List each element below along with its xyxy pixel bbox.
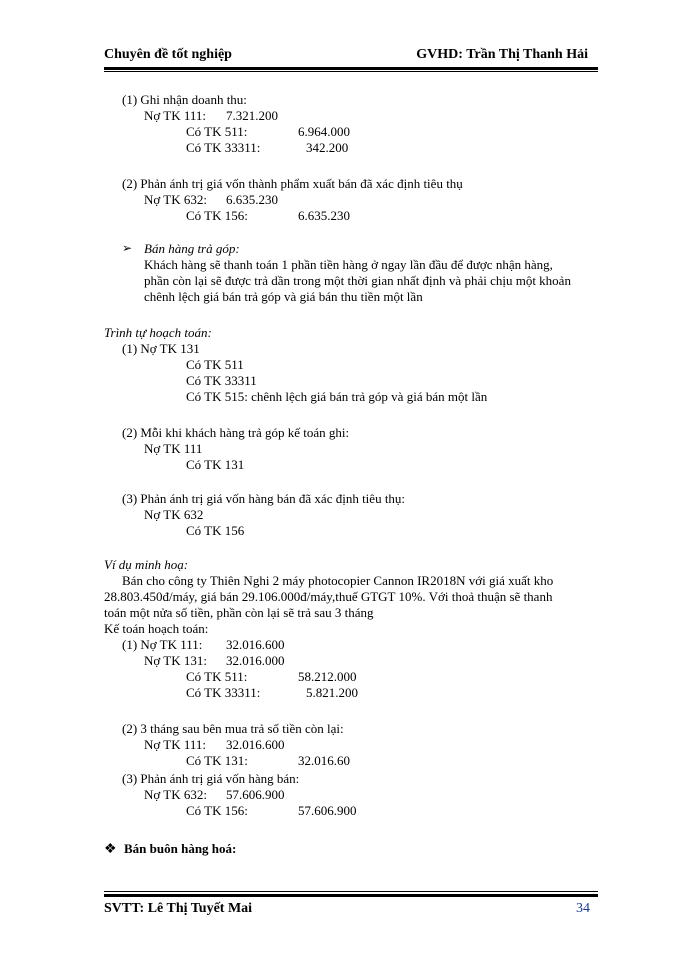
s2-credit-amount: 6.635.230 xyxy=(298,208,350,223)
footer-rule-thin xyxy=(104,891,598,892)
s1-credit-2: Có TK 33311: xyxy=(186,140,261,155)
example-entry-1-credit-amount: 5.821.200 xyxy=(306,685,358,700)
installment-title: Bán hàng trả góp: xyxy=(144,241,240,256)
example-entry-1-amount: 32.016.600 xyxy=(226,637,285,652)
s1-debit: Nợ TK 111: xyxy=(144,108,207,123)
s1-debit-amount: 7.321.200 xyxy=(226,108,278,123)
example-text: Kế toán hoạch toán: xyxy=(104,621,209,636)
procedure-step-2-credit: Có TK 131 xyxy=(186,457,245,472)
header-title: Chuyên đề tốt nghiệp xyxy=(104,47,232,62)
example-entry-3-credit-amount: 57.606.900 xyxy=(298,803,357,818)
installment-line: phần còn lại sẽ được trả dần trong một thời gian nhất định và phải chịu một khoản xyxy=(144,273,571,288)
s1-credit-1-amount: 6.964.000 xyxy=(298,124,350,139)
example-entry-1-credit: Có TK 33311: xyxy=(186,685,261,700)
procedure-step-1: (1) Nợ TK 131 xyxy=(122,341,200,356)
footer-student: SVTT: Lê Thị Tuyết Mai xyxy=(104,901,253,916)
procedure-step-3: (3) Phản ánh trị giá vốn hàng bán đã xác định tiêu thụ: xyxy=(122,491,406,506)
example-entry-2-debit: Nợ TK 111: xyxy=(144,737,207,752)
procedure-step-1-credit: Có TK 33311 xyxy=(186,373,257,388)
diamond-bullet-icon: ❖ xyxy=(104,842,117,857)
procedure-step-2: (2) Mỗi khi khách hàng trả góp kế toán ghi: xyxy=(122,425,350,440)
procedure-step-3-debit: Nợ TK 632 xyxy=(144,507,204,522)
installment-line: chênh lệch giá bán trả góp và giá bán thu tiền một lần xyxy=(144,289,423,304)
example-entry-2-credit-amount: 32.016.60 xyxy=(298,753,350,768)
example-title: Ví dụ minh hoạ: xyxy=(104,557,189,572)
example-entry-3: (3) Phản ánh trị giá vốn hàng bán: xyxy=(122,771,300,786)
example-entry-2-credit: Có TK 131: xyxy=(186,753,248,768)
procedure-step-3-credit: Có TK 156 xyxy=(186,523,245,538)
example-entry-3-debit-amount: 57.606.900 xyxy=(226,787,285,802)
s1-title: (1) Ghi nhận doanh thu: xyxy=(122,92,247,107)
s1-credit-1: Có TK 511: xyxy=(186,124,248,139)
example-entry-3-debit: Nợ TK 632: xyxy=(144,787,207,802)
arrow-bullet-icon: ➢ xyxy=(122,241,133,255)
example-text: toán một nửa số tiền, phần còn lại sẽ trả sau 3 tháng xyxy=(104,605,374,620)
s2-title: (2) Phản ánh trị giá vốn thành phẩm xuất bán đã xác định tiêu thụ xyxy=(122,176,463,191)
procedure-step-1-credit: Có TK 515: chênh lệch giá bán trả góp và giá bán một lần xyxy=(186,389,488,404)
header-advisor: GVHD: Trần Thị Thanh Hải xyxy=(416,47,588,62)
example-entry-1: (1) Nợ TK 111: xyxy=(122,637,203,652)
example-entry-1b: Nợ TK 131: xyxy=(144,653,207,668)
s2-debit: Nợ TK 632: xyxy=(144,192,207,207)
example-entry-3-credit: Có TK 156: xyxy=(186,803,248,818)
header-rule-thin xyxy=(104,71,598,72)
installment-line: Khách hàng sẽ thanh toán 1 phần tiền hàng ở ngay lần đầu để được nhận hàng, xyxy=(144,257,553,272)
s2-debit-amount: 6.635.230 xyxy=(226,192,278,207)
procedure-step-1-credit: Có TK 511 xyxy=(186,357,244,372)
s1-credit-2-amount: 342.200 xyxy=(306,140,349,155)
example-entry-1-credit: Có TK 511: xyxy=(186,669,248,684)
example-entry-2-debit-amount: 32.016.600 xyxy=(226,737,285,752)
example-entry-2: (2) 3 tháng sau bên mua trả số tiền còn lại: xyxy=(122,721,344,736)
footer-rule-thick xyxy=(104,894,598,897)
page-number: 34 xyxy=(576,901,590,916)
example-text: Bán cho công ty Thiên Nghi 2 máy photocopier Cannon IR2018N với giá xuất kho xyxy=(122,573,554,588)
wholesale-title: Bán buôn hàng hoá: xyxy=(124,841,237,856)
header-rule-thick xyxy=(104,67,598,70)
example-entry-1b-amount: 32.016.000 xyxy=(226,653,285,668)
s2-credit: Có TK 156: xyxy=(186,208,248,223)
procedure-step-2-debit: Nợ TK 111 xyxy=(144,441,203,456)
example-entry-1-credit-amount: 58.212.000 xyxy=(298,669,357,684)
procedure-title: Trình tự hoạch toán: xyxy=(104,325,212,340)
example-text: 28.803.450đ/máy, giá bán 29.106.000đ/máy,thuế GTGT 10%. Với thoả thuận sẽ thanh xyxy=(104,589,553,604)
